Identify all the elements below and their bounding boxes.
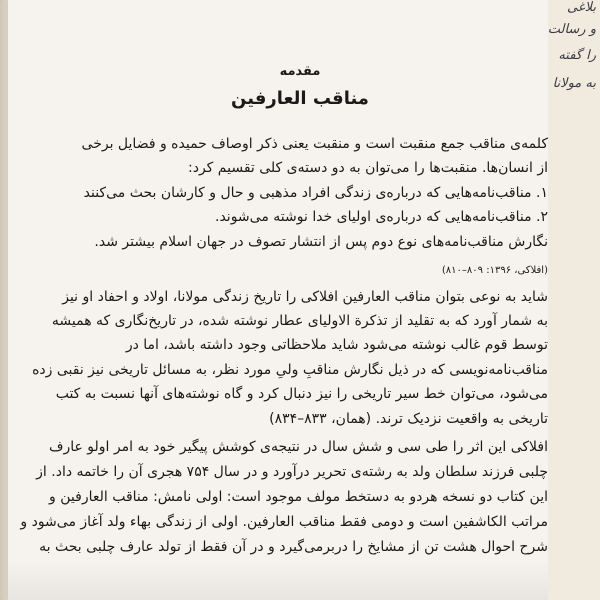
paragraph-line: چلبی فرزند سلطان ولد به رشته‌ی تحریر درآورد و در سال ۷۵۴ هجری آن را خاتمه داد. از <box>36 464 548 480</box>
citation: (افلاکی، ۱۳۹۶: ۸۰۹–۸۱۰) <box>441 265 548 276</box>
margin-note-line-4: به مولانا <box>552 76 596 91</box>
paragraph-line: تاریخی به واقعیت نزدیک ترند. (همان، ۸۳۳–۸۳۴) <box>269 411 548 427</box>
list-item-1: ۱. مناقب‌نامه‌هایی که درباره‌ی زندگی افراد مذهبی و حال و کارشان بحث می‌کنند <box>83 185 548 201</box>
paragraph-line: نگارش مناقب‌نامه‌های نوع دوم پس از انتشار تصوف در جهان اسلام بیشتر شد. <box>94 234 548 250</box>
margin-note-line-1: بلاغی <box>566 0 596 15</box>
chapter-title: مناقب العارفین <box>231 88 369 109</box>
paragraph-line: کلمه‌ی مناقب جمع منقبت است و منقبت یعنی ذکر اوصاف حمیده و فضایل برخی <box>81 136 548 152</box>
paragraph-line: به شمار آورد که به تقلید از تذکرة الاولیای عطار نوشته شده، در تاریخ‌نگاری که همیشه <box>51 313 548 329</box>
list-item-2: ۲. مناقب‌نامه‌هایی که درباره‌ی اولیای خدا نوشته می‌شوند. <box>215 209 548 225</box>
margin-note-line-2: و رسالت <box>548 22 596 37</box>
paragraph-line: این کتاب دو نسخه هردو به دستخط مولف موجود است: اولی نامش: مناقب العارفین و <box>49 489 548 505</box>
paragraph-line: افلاکی این اثر را طی سی و شش سال در نتیجه‌ی کوشش پیگیر خود به امر اولو عارف <box>48 439 548 455</box>
paragraph-line: مراتب الکاشفین است و دومی فقط مناقب العارفین. اولی از زندگی بهاء ولد آغاز می‌شود و <box>20 514 548 530</box>
paragraph-line: شرح احوال هشت تن از مشایخ را دربرمی‌گیرد و در آن فقط از تولد عارف چلبی بحث به <box>39 539 548 555</box>
section-heading: مقدمه <box>279 64 321 79</box>
paragraph-line: می‌شود، می‌توان خط سیر تاریخی را نیز دنبال کرد و گاه نوشته‌های آنها نسبت به کتب <box>55 386 548 402</box>
paragraph-line: شاید به نوعی بتوان مناقب العارفین افلاکی را تاریخ زندگی مولانا، اولاد و احفاد او نیز <box>62 289 548 305</box>
paragraph-line: توسط قوم غالب نوشته می‌شود شاید ملاحظاتی وجود داشته باشد، اما در <box>125 337 548 353</box>
paragraph-line: مناقب‌نامه‌نویسی که در ذیل نگارش مناقبِ ولیِ مورد نظر، به مسائل تاریخی نیز نقبی زده <box>32 362 548 378</box>
margin-note-line-3: را گفته <box>558 48 596 63</box>
page-bottom-shadow <box>8 560 548 600</box>
paragraph-line: از انسان‌ها. منقبت‌ها را می‌توان به دو دسته‌ی کلی تقسیم کرد: <box>188 160 548 176</box>
